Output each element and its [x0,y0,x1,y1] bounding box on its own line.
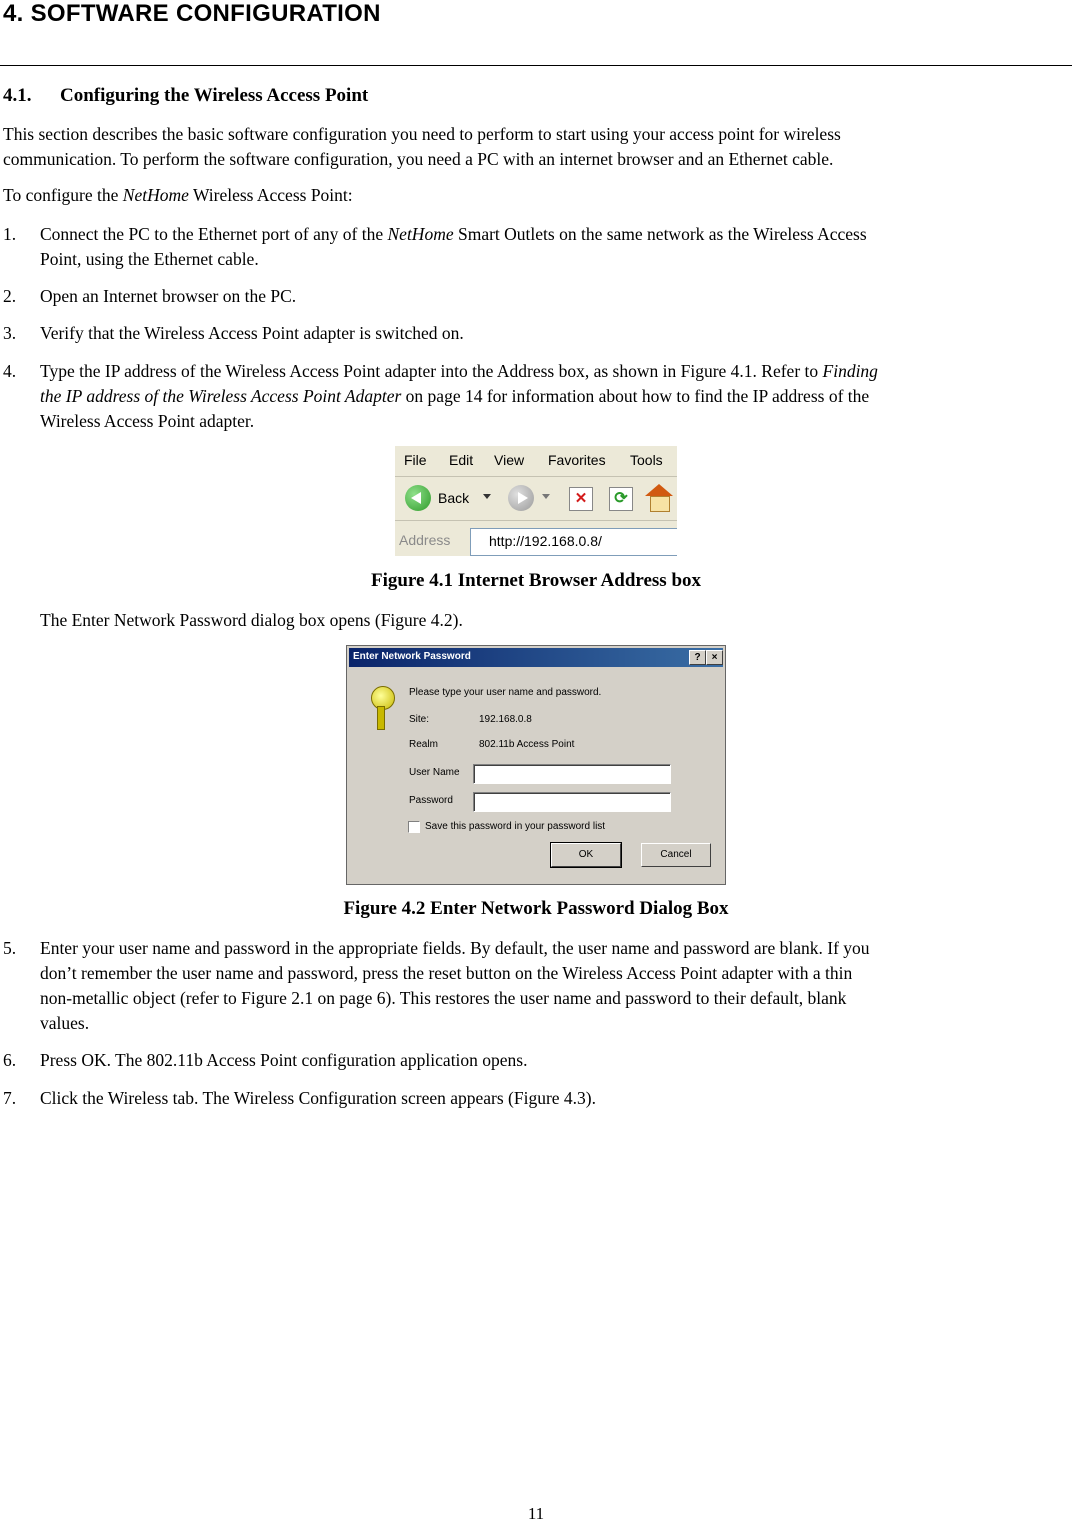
close-button[interactable]: × [706,650,723,665]
back-arrow-icon[interactable] [405,485,431,511]
site-label: Site: [409,714,430,725]
password-dialog-figure [346,645,726,885]
brand-name: NetHome [387,224,454,244]
dialog-title: Enter Network Password [353,651,471,662]
step-5 [3,936,1067,1036]
step-3 [3,321,1067,346]
save-password-checkbox[interactable] [408,821,420,833]
dialog-prompt: Please type your user name and password. [409,687,602,698]
menu-edit[interactable]: Edit [449,452,474,468]
intro-line-1: This section describes the basic software configuration you need to perform to start using your access point for wireless [3,124,841,144]
menu-bar [395,446,677,477]
browser-toolbar-figure [395,446,677,556]
dialog-titlebar [349,648,723,667]
configure-pre: To configure the [3,185,123,205]
reference-link: Finding [822,361,878,381]
forward-arrow-icon[interactable] [508,485,534,511]
brand-name: NetHome [122,185,189,205]
step-2 [3,284,1067,309]
step-text: Verify that the Wireless Access Point adapter is switched on. [40,323,464,343]
address-value[interactable]: http://192.168.0.8/ [489,533,602,549]
username-input[interactable] [473,764,671,784]
step-6 [3,1048,1067,1073]
step-7 [3,1086,1067,1111]
step-number: 3. [3,323,17,343]
password-label: Password [409,795,453,806]
menu-view[interactable]: View [494,452,525,468]
site-value: 192.168.0.8 [479,714,532,725]
navigation-toolbar [395,478,677,521]
password-input[interactable] [473,792,671,812]
back-button-label[interactable]: Back [438,490,470,506]
step-text: Type the IP address of the Wireless Access Point adapter into the Address box, as shown in Figure 4.1. Refer to Finding the IP address of the Wireless Access Point Adapter on page 14 for information about how to find the IP address of the Wireless Access Point adapter. [40,361,878,431]
realm-label: Realm [409,739,438,750]
save-password-label: Save this password in your password list [425,821,606,832]
address-label: Address [399,532,451,548]
refresh-icon[interactable]: ⟳ [609,487,633,511]
realm-value: 802.11b Access Point [479,739,575,750]
address-bar [395,522,677,556]
step-1 [3,222,1067,272]
figure-1-caption: Figure 4.1 Internet Browser Address box [370,570,702,591]
step-number: 1. [3,224,17,244]
configure-post: Wireless Access Point: [188,185,353,205]
step-number: 7. [3,1088,17,1108]
chapter-rule [0,65,1072,66]
help-button[interactable]: ? [689,650,706,665]
key-shaft-icon [377,706,385,730]
step-text: Click the Wireless tab. The Wireless Configuration screen appears (Figure 4.3). [40,1088,597,1108]
intro-paragraph [3,122,841,172]
section-heading [3,85,368,107]
step-text: Open an Internet browser on the PC. [40,286,297,306]
username-label: User Name [409,767,460,778]
stop-icon[interactable]: ✕ [569,487,593,511]
menu-file[interactable]: File [404,452,427,468]
cancel-button[interactable]: Cancel [641,843,711,867]
home-icon[interactable] [645,484,673,512]
page-number: 11 [527,1504,545,1523]
figure-2-caption: Figure 4.2 Enter Network Password Dialog Box [343,898,729,919]
step-4 [3,359,1067,434]
chapter-title: 4. SOFTWARE CONFIGURATION [3,0,381,27]
step-number: 2. [3,286,17,306]
back-dropdown-icon[interactable] [483,494,491,499]
step-text: Press OK. The 802.11b Access Point configuration application opens. [40,1050,528,1070]
reference-link: the IP address of the Wireless Access Point Adapter [40,386,402,406]
step-number: 6. [3,1050,17,1070]
step-text: Enter your user name and password in the appropriate fields. By default, the user name and password are blank. If you don’t remember the user name and password, press the reset button on the Wireless Access Point adapter with a thin non-metallic object (refer to Figure 2.1 on page 6). This restores the user name and password to their default, blank values. [40,938,870,1033]
configure-line [3,183,353,208]
step-number: 5. [3,938,17,958]
step-number: 4. [3,361,17,381]
section-number: 4.1. [3,85,32,106]
section-title: Configuring the Wireless Access Point [60,85,369,106]
menu-favorites[interactable]: Favorites [548,452,606,468]
forward-dropdown-icon[interactable] [542,494,550,499]
menu-tools[interactable]: Tools [630,452,663,468]
dialog-intro: The Enter Network Password dialog box opens (Figure 4.2). [40,610,463,630]
step-text: Connect the PC to the Ethernet port of any of the NetHome Smart Outlets on the same network as the Wireless Access Point, using the Ethernet cable. [40,224,867,269]
ok-button[interactable]: OK [551,843,621,867]
intro-line-2: communication. To perform the software configuration, you need a PC with an internet browser and an Ethernet cable. [3,149,834,169]
